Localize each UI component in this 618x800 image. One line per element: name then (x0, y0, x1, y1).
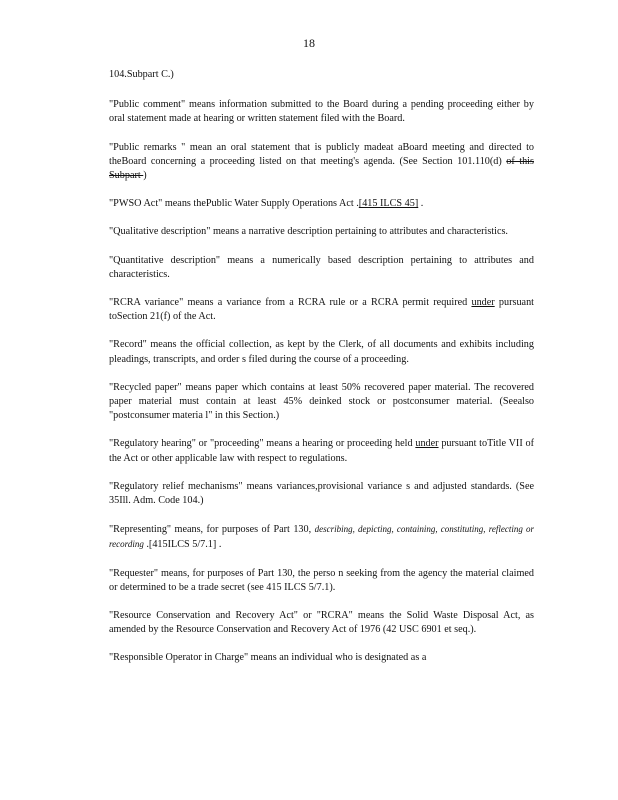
definition-paragraph (109, 338, 534, 366)
definition-text: "Qualitative description" means a narrative description pertaining to attributes and characteristics. (109, 226, 508, 238)
definition-paragraph (109, 296, 534, 324)
definition-text: "Requester" means, for purposes of Part 130, the perso n seeking from the agency the material claimed or determined to be a trade secret (see 415 ILCS 5/7.1). (109, 567, 534, 593)
definition-text: . (418, 198, 424, 210)
definition-paragraph (109, 609, 534, 637)
definition-paragraph (109, 522, 534, 552)
definition-paragraph (109, 480, 534, 508)
definition-text: "Representing" means, for purposes of Part 130, (109, 524, 315, 536)
definitions-list (109, 98, 534, 665)
definition-text: "Public remarks " mean an oral statement that is publicly madeat aBoard meeting and directed to theBoard concerning a proceeding listed on that meeting's agenda. (See Section 101.110(d) (109, 141, 534, 167)
definition-text: ) (143, 170, 147, 182)
page-number: 18 (303, 36, 315, 50)
definition-paragraph (109, 98, 534, 126)
definition-text: "RCRA variance" means a variance from a RCRA rule or a RCRA permit required (109, 297, 472, 309)
definition-paragraph (109, 254, 534, 282)
definition-text: "Recycled paper" means paper which contains at least 50% recovered paper material. The recovered paper material must contain at least 45% deinked stock or postconsumer material. (Seealso "postconsumer materia l" in this Section.) (109, 381, 534, 422)
definition-text: pursuant toSection 21(f) of the Act. (109, 297, 534, 323)
definition-text: "Public comment" means information submitted to the Board during a pending proceeding either by oral statement made at hearing or written statement filed with the Board. (109, 99, 534, 125)
inserted-text: under (415, 438, 439, 450)
deleted-text: of this Subpart (109, 155, 534, 182)
definition-paragraph (109, 225, 534, 239)
inserted-text: [415 ILCS 45] (358, 198, 419, 210)
definition-text: "PWSO Act" means thePublic Water Supply Operations Act . (109, 198, 359, 210)
definition-paragraph (109, 141, 534, 184)
inserted-text: under (471, 297, 495, 309)
definition-text: "Quantitative description" means a numerically based description pertaining to attributes and characteristics. (109, 254, 534, 280)
definition-text: "Regulatory hearing" or "proceeding" means a hearing or proceeding held (109, 438, 416, 450)
definition-text: .[415ILCS 5/7.1] . (143, 539, 222, 551)
definition-text: "Resource Conservation and Recovery Act" or "RCRA" means the Solid Waste Disposal Act, as amended by the Resource Conservation and Recovery Act of 1976 (42 USC 6901 et seq.). (109, 610, 534, 636)
definition-text: "Responsible Operator in Charge" means an individual who is designated as a (109, 652, 427, 664)
section-reference: 104.Subpart C.) (109, 69, 174, 80)
definition-paragraph (109, 651, 534, 665)
definition-text: "Record" means the official collection, as kept by the Clerk, of all documents and exhibits including pleadings, transcripts, and order s filed during the course of a proceeding. (109, 339, 534, 365)
definition-text: "Regulatory relief mechanisms" means variances,provisional variance s and adjusted standards. (See 35Ill. Adm. Code 104.) (109, 480, 534, 507)
italic-text: describing, depicting, containing, constituting, reflecting or recording (109, 524, 535, 550)
definition-paragraph (109, 381, 534, 424)
definition-paragraph (109, 567, 534, 595)
definition-paragraph (109, 437, 534, 465)
definition-paragraph (109, 197, 534, 211)
definition-text: pursuant toTitle VII of the Act or other applicable law with respect to regulations. (109, 438, 534, 464)
page-body (109, 68, 534, 666)
